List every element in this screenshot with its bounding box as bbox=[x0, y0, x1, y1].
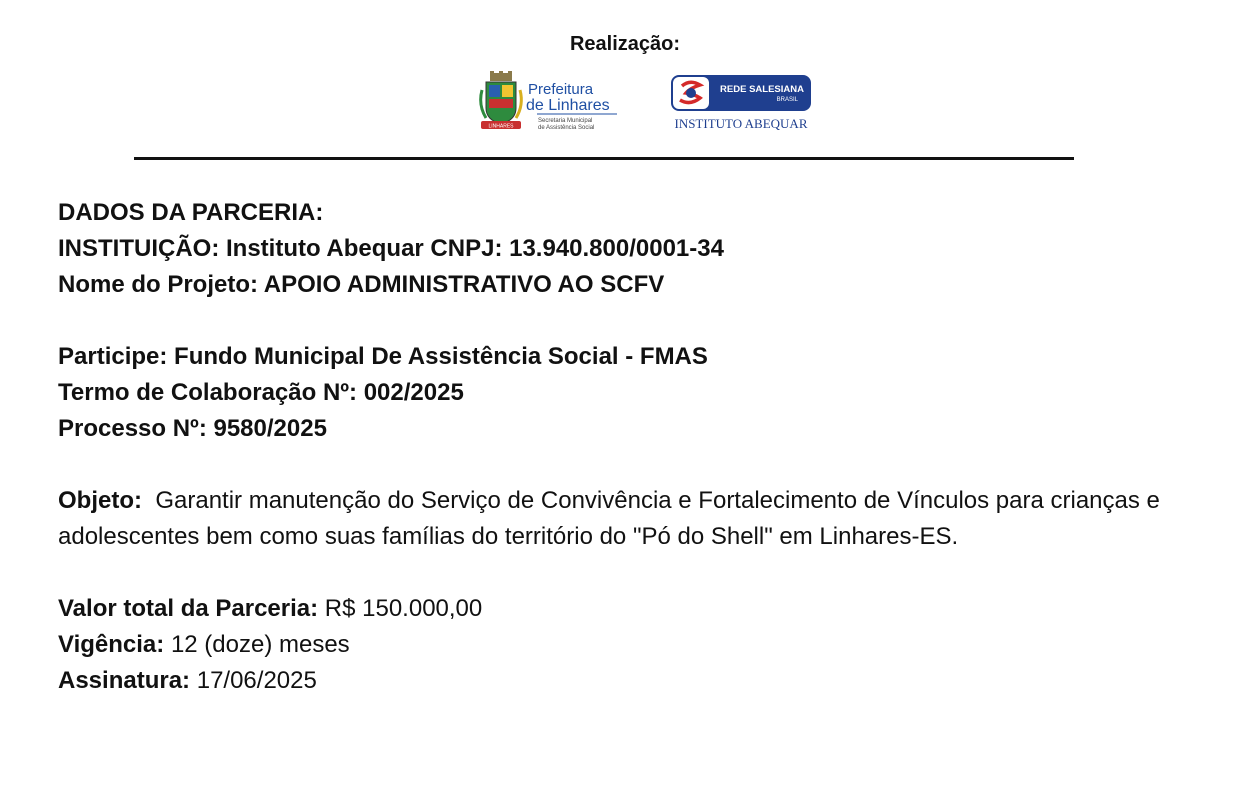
institution-line: INSTITUIÇÃO: Instituto Abequar CNPJ: 13.940.800/0001-34 bbox=[58, 235, 724, 262]
header-divider bbox=[134, 157, 1074, 160]
vigencia-line bbox=[58, 627, 1208, 663]
spacer bbox=[58, 303, 1208, 339]
valor-value: R$ 150.000,00 bbox=[324, 595, 483, 622]
vigencia-label: Vigência: bbox=[58, 631, 165, 658]
prefeitura-line2: de Linhares bbox=[526, 97, 610, 114]
participe-line: Participe: Fundo Municipal De Assistência Social - FMAS bbox=[58, 343, 708, 370]
process-line: Processo Nº: 9580/2025 bbox=[58, 415, 327, 442]
abequar-line2: BRASIL bbox=[776, 97, 798, 103]
spacer bbox=[58, 447, 1208, 483]
assinatura-label: Assinatura: bbox=[58, 667, 191, 694]
project-name-line: Nome do Projeto: APOIO ADMINISTRATIVO AO SCFV bbox=[58, 271, 665, 298]
abequar-name: INSTITUTO ABEQUAR bbox=[674, 116, 808, 131]
section-heading: DADOS DA PARCERIA: bbox=[58, 199, 324, 226]
assinatura-line bbox=[58, 663, 1208, 699]
prefeitura-line1: Prefeitura bbox=[528, 81, 594, 98]
valor-label: Valor total da Parceria: bbox=[58, 595, 319, 622]
objeto-paragraph bbox=[58, 483, 1208, 555]
instituto-abequar-logo bbox=[670, 74, 815, 134]
vigencia-value: 12 (doze) meses bbox=[170, 631, 350, 658]
prefeitura-sub2: de Assistência Social bbox=[538, 125, 595, 131]
spacer bbox=[58, 555, 1208, 591]
objeto-label: Objeto: bbox=[58, 487, 142, 514]
abequar-line1: REDE SALESIANA bbox=[720, 84, 804, 95]
shield-ribbon-text: LINHARES bbox=[488, 123, 514, 130]
partner-logos bbox=[0, 70, 1250, 134]
prefeitura-sub1: Secretaria Municipal bbox=[538, 118, 593, 124]
assinatura-value: 17/06/2025 bbox=[196, 667, 317, 694]
valor-line bbox=[58, 591, 1208, 627]
partnership-data bbox=[58, 195, 1208, 699]
term-line: Termo de Colaboração Nº: 002/2025 bbox=[58, 379, 464, 406]
objeto-text: Garantir manutenção do Serviço de Convivência e Fortalecimento de Vínculos para crianças e adolescentes bem como suas famílias do território do "Pó do Shell" em Linhares-ES. bbox=[58, 487, 1160, 550]
realizacao-label: Realização: bbox=[569, 33, 681, 55]
prefeitura-linhares-logo bbox=[478, 70, 620, 134]
